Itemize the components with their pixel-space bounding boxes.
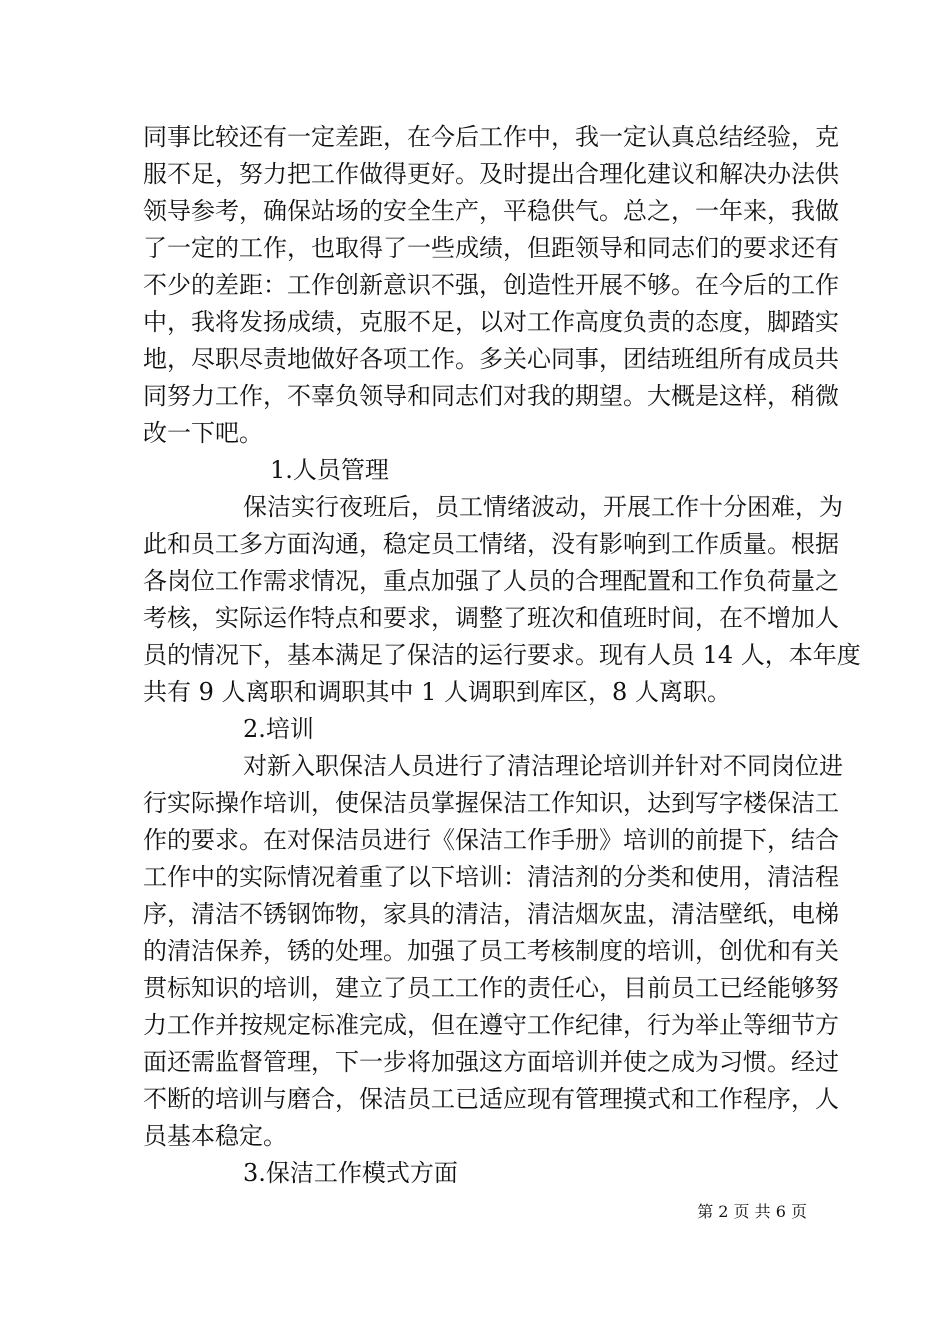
paragraph-summary [143,119,839,452]
text-line: 对新入职保洁人员进行了清洁理论培训并针对不同岗位进 [243,752,843,780]
text-line: 服不足，努力把工作做得更好。及时提出合理化建议和解决办法供 [143,160,839,188]
text-line: 不少的差距：工作创新意识不强，创造性开展不够。在今后的工作 [143,271,839,299]
text-line: 共有 9 人离职和调职其中 1 人调职到库区，8 人离职。 [143,678,731,706]
text-line: 同事比较还有一定差距，在今后工作中，我一定认真总结经验，克 [143,123,839,151]
text-line: 地，尽职尽责地做好各项工作。多关心同事，团结班组所有成员共 [143,345,839,373]
paragraph-training [143,748,843,1155]
text-line: 保洁实行夜班后，员工情绪波动，开展工作十分困难，为 [243,493,843,521]
text-line: 改一下吧。 [143,419,263,447]
text-line: 序，清洁不锈钢饰物，家具的清洁，清洁烟灰盅，清洁壁纸，电梯 [143,900,839,928]
page-number: 第 2 页 共 6 页 [697,1202,807,1221]
text-line: 行实际操作培训，使保洁员掌握保洁工作知识，达到写字楼保洁工 [143,789,839,817]
text-line: 员基本稳定。 [143,1122,287,1150]
text-line: 此和员工多方面沟通，稳定员工情绪，没有影响到工作质量。根据 [143,530,839,558]
text-line: 同努力工作，不辜负领导和同志们对我的期望。大概是这样，稍微 [143,382,839,410]
text-line: 各岗位工作需求情况，重点加强了人员的合理配置和工作负荷量之 [143,567,839,595]
text-line: 考核，实际运作特点和要求，调整了班次和值班时间，在不增加人 [143,604,839,632]
paragraph-personnel [143,489,861,711]
text-line: 员的情况下，基本满足了保洁的运行要求。现有人员 14 人，本年度 [143,641,861,669]
text-line: 了一定的工作，也取得了一些成绩，但距领导和同志们的要求还有 [143,234,839,262]
text-line: 的清洁保养，锈的处理。加强了员工考核制度的培训，创优和有关 [143,937,839,965]
heading-work-mode: 3.保洁工作模式方面 [243,1159,458,1187]
document-body [143,119,861,1192]
text-line: 贯标知识的培训，建立了员工工作的责任心，目前员工已经能够努 [143,974,839,1002]
text-line: 中，我将发扬成绩，克服不足，以对工作高度负责的态度，脚踏实 [143,308,839,336]
text-line: 面还需监督管理，下一步将加强这方面培训并使之成为习惯。经过 [143,1048,839,1076]
text-line: 力工作并按规定标准完成，但在遵守工作纪律，行为举止等细节方 [143,1011,839,1039]
heading-personnel-management: 1.人员管理 [270,456,389,484]
text-line: 不断的培训与磨合，保洁员工已适应现有管理摸式和工作程序，人 [143,1085,839,1113]
heading-training: 2.培训 [243,715,314,743]
text-line: 工作中的实际情况着重了以下培训：清洁剂的分类和使用，清洁程 [143,863,839,891]
text-line: 作的要求。在对保洁员进行《保洁工作手册》培训的前提下，结合 [143,826,839,854]
text-line: 领导参考，确保站场的安全生产，平稳供气。总之，一年来，我做 [143,197,839,225]
